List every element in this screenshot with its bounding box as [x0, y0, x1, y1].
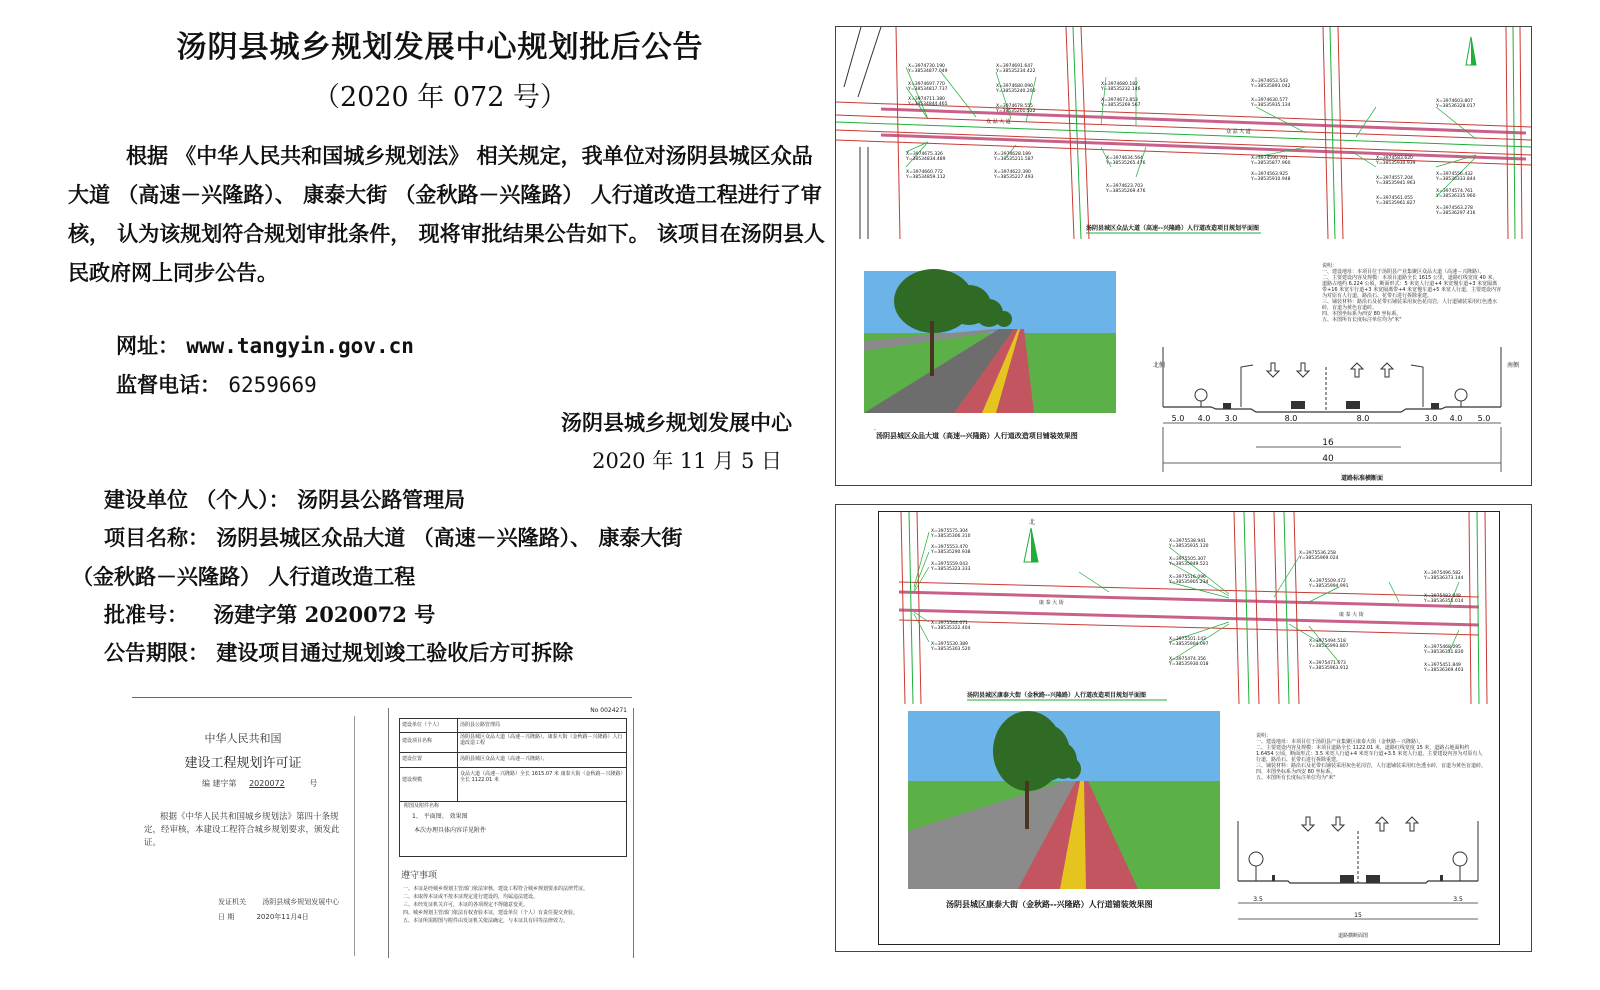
- svg-text:Y=38535930.018: Y=38535930.018: [1169, 662, 1209, 667]
- dim-label: 4.0: [1449, 414, 1463, 423]
- svg-text:X=3974556.432: X=3974556.432: [1436, 172, 1473, 177]
- kangtai-render-caption: 汤阴县城区康泰大街（金秋路--兴隆路）人行道铺装效果图: [946, 900, 1153, 909]
- svg-text:X=3975509.472: X=3975509.472: [1309, 579, 1346, 584]
- svg-text:Y=38536373.144: Y=38536373.144: [1424, 576, 1464, 581]
- dim-16: 16: [1322, 438, 1334, 448]
- svg-text:X=3975471.673: X=3975471.673: [1309, 661, 1346, 666]
- svg-text:Y=38535290.938: Y=38535290.938: [931, 550, 971, 555]
- svg-text:X=3975538.941: X=3975538.941: [1169, 539, 1206, 544]
- svg-text:X=3975530.389: X=3975530.389: [931, 642, 968, 647]
- svg-text:北: 北: [1029, 519, 1036, 526]
- notice-date: 2020 年 11 月 5 日: [592, 449, 782, 473]
- svg-text:X=3974675.326: X=3974675.326: [906, 152, 943, 157]
- zhongpin-cross-section: [1141, 337, 1531, 485]
- certificate-issuer: 发证机关 汤阴县城乡规划发展中心: [218, 898, 340, 906]
- zhongpin-drawing-panel: [835, 26, 1532, 486]
- dim-label: 4.0: [1197, 414, 1211, 423]
- zhongpin-notes: 说明： 一、建设地址：本项目位于汤阴县产业集聚区众品大道（高速－兴隆路）。 二、主要建设内容及规模：本项目道路全长 1615 公里，道路红线宽度 40 米，道路占地约 6.224 公顷，断面形式：5 米宽人行道+4 米宽慢车道+3 米宽隔离带+16 米宽车行道+3 米宽隔离带+4 米宽慢车道+5 米宽人行道，主要建设内容为对原有人行道、路沿石、花带石进行拆除重建。 三、铺装材料：路沿石及花带石铺装采用灰色花岗岩，人行道铺装采用红色透水砖，盲道为黄色盲道砖。 四、本图坐标系为西安 80 坐标系。 五、本图所有长度标注单位均为"米": [1322, 263, 1502, 323]
- svg-text:X=3974603.807: X=3974603.807: [1436, 99, 1473, 104]
- svg-text:Y=38535935.134: Y=38535935.134: [1251, 103, 1291, 108]
- svg-text:Y=38536328.017: Y=38536328.017: [1436, 104, 1476, 109]
- svg-text:Y=38534877.049: Y=38534877.049: [908, 69, 948, 74]
- svg-text:Y=38535322.404: Y=38535322.404: [931, 626, 971, 631]
- svg-text:Y=38535969.024: Y=38535969.024: [1299, 556, 1339, 561]
- certificate-detail-page: [388, 708, 634, 958]
- svg-text:X=3975496.582: X=3975496.582: [1424, 571, 1461, 576]
- kangtai-render-image: [908, 711, 1220, 889]
- table-row: 建设位置 汤阴县城区众品大道（高速－兴隆路）、: [400, 752, 626, 768]
- section-south-label: 南侧: [1507, 362, 1520, 369]
- svg-text:Y=38535269.567: Y=38535269.567: [1101, 103, 1141, 108]
- zhongpin-road-label: 众 品 大 道: [1226, 129, 1251, 135]
- svg-text:Y=38536351.830: Y=38536351.830: [1424, 650, 1464, 655]
- svg-text:X=3974628.189: X=3974628.189: [994, 152, 1031, 157]
- svg-text:X=3974680.090: X=3974680.090: [996, 84, 1033, 89]
- website-row: [116, 330, 414, 360]
- svg-text:Y=38534834.489: Y=38534834.489: [906, 157, 946, 162]
- table-row: 建设规模 众品大道（高速－兴隆路）全长 1615.07 米 康泰大街（金秋路－兴隆路）全长 1122.01 米: [402, 771, 623, 783]
- certificate-number: 编 建字第 2020072 号: [202, 779, 318, 788]
- dim-label: 3.0: [1224, 414, 1238, 423]
- dim-label: 8.0: [1284, 414, 1298, 423]
- issuer: 汤阴县城乡规划发展中心: [561, 410, 792, 435]
- svg-text:X=3974563.925: X=3974563.925: [1251, 172, 1288, 177]
- svg-text:X=3974630.577: X=3974630.577: [1251, 98, 1288, 103]
- builder-value: 汤阴县公路管理局: [297, 487, 466, 512]
- svg-text:-: -: [874, 427, 876, 433]
- dim-label: 3.5: [1253, 896, 1263, 903]
- svg-text:X=3975483.048: X=3975483.048: [1424, 594, 1461, 599]
- section-caption: 道路横断面图: [1338, 933, 1369, 939]
- period-value: 建设项目通过规划竣工验收后方可拆除: [216, 640, 574, 665]
- section-caption: 道路标准横断面: [1341, 475, 1384, 482]
- svg-text:Y=38535240.200: Y=38535240.200: [996, 89, 1036, 94]
- dim-label: 8.0: [1356, 414, 1370, 423]
- zhongpin-plan-view: [836, 27, 1531, 239]
- svg-text:X=3974583.620: X=3974583.620: [1376, 156, 1413, 161]
- certificate-cover-page: [132, 716, 355, 956]
- certificate-notes: 一、本证是经城乡规划主管部门依法审核，建设工程符合城乡规划要求的法律凭证。 二、未取得本证或不按本证规定进行建设的，均属违法建设。 三、未经发证机关许可，本证的各项规定不得随意变更。 四、城乡规划主管部门依法有权查验本证，建设单位（个人）有责任提交查验。 五、本证所需附图与附件由发证机关依法确定，与本证具有同等法律效力。: [403, 886, 589, 924]
- project-line-1: 汤阴县城区众品大道 （高速－兴隆路）、 康泰大街: [216, 525, 683, 550]
- table-row: 建设项目名称 汤阴县城区众品大道（高速－兴隆路）、康泰大街（金秋路－兴隆路）人行道改造工程: [400, 732, 626, 753]
- svg-text:X=3975516.096: X=3975516.096: [1169, 575, 1206, 580]
- svg-text:X=3975575.304: X=3975575.304: [931, 529, 968, 534]
- svg-text:X=3974711.380: X=3974711.380: [908, 97, 945, 102]
- phone-number: 6259669: [228, 373, 317, 397]
- table-row: 建设单位（个人） 汤阴县公路管理局: [400, 719, 626, 733]
- certificate-name: 建设工程规划许可证: [184, 756, 302, 771]
- phone-row: [116, 369, 317, 399]
- website-label: 网址：: [116, 333, 179, 358]
- kangtai-road-label: 康 泰 大 街: [1339, 612, 1364, 618]
- svg-text:X=3974563.278: X=3974563.278: [1436, 206, 1473, 211]
- kangtai-plan-view: [879, 512, 1497, 704]
- svg-text:X=3975544.071: X=3975544.071: [931, 621, 968, 626]
- svg-text:X=3975553.470: X=3975553.470: [931, 545, 968, 550]
- svg-text:X=3974673.853: X=3974673.853: [1101, 98, 1138, 103]
- svg-text:Y=38534844.465: Y=38534844.465: [908, 102, 948, 107]
- svg-text:Y=38535994.991: Y=38535994.991: [1309, 584, 1349, 589]
- certificate-country: 中华人民共和国: [204, 732, 282, 745]
- notice-body: 根据 《中华人民共和国城乡规划法》 相关规定，我单位对汤阴县城区众品大道 （高速－兴隆路）、 康泰大街 （金秋路－兴隆路） 人行道改造工程进行了审核， 认为该规划符合规划审批条件， 现将审批结果公告如下。 该项目在汤阴县人民政府网上同步公告。: [68, 143, 825, 285]
- svg-text:Y=38535234.422: Y=38535234.422: [996, 69, 1036, 74]
- builder-label: 建设单位 （个人）：: [104, 487, 290, 512]
- svg-text:X=3974653.543: X=3974653.543: [1251, 79, 1288, 84]
- svg-text:X=3974660.772: X=3974660.772: [906, 170, 943, 175]
- zhongpin-render-image: [864, 271, 1116, 433]
- notice-title: 汤阴县城乡规划发展中心规划批后公告: [176, 30, 704, 65]
- svg-text:Y=38536355.014: Y=38536355.014: [1424, 599, 1464, 604]
- dim-label: 5.0: [1477, 414, 1491, 423]
- approval-row: [104, 599, 435, 629]
- project-row: [104, 522, 682, 552]
- approval-label: 批准号：: [104, 602, 188, 627]
- svg-text:X=3975451.849: X=3975451.849: [1424, 663, 1461, 668]
- svg-text:Y=38535323.333: Y=38535323.333: [931, 567, 971, 572]
- certificate-body: 根据《中华人民共和国城乡规划法》第四十条规定，经审核，本建设工程符合城乡规划要求，颁发此证。: [144, 812, 340, 848]
- svg-text:Y=38534817.737: Y=38534817.737: [908, 87, 948, 92]
- kangtai-notes: 说明： 一、建设地址：本项目位于汤阴县产业集聚区康泰大街（金秋路－兴隆路）。 二、主要建设内容及规模：本项目道路全长 1122.01 米，道路红线宽度 15 米，道路占地面积约 1.6454 公顷，断面形式：3.5 米宽人行道+4 米宽车行道+3.5 米宽人行道，主要建设内容为对原有人行道、路沿石、花带石进行拆除重建。 三、铺装材料：路沿石及花带石铺装采用灰色花岗岩，人行道铺装采用红色透水砖，盲道为黄色盲道砖。 四、本图坐标系为西安 80 坐标系。 五、本图所有长度标注单位均为"米": [1256, 733, 1487, 781]
- svg-text:Y=38535232.146: Y=38535232.146: [1101, 87, 1141, 92]
- period-row: [104, 637, 573, 667]
- svg-text:Y=38535930.939: Y=38535930.939: [1376, 161, 1416, 166]
- website-link[interactable]: www.tangyin.gov.cn: [186, 334, 414, 358]
- svg-text:X=3975505.307: X=3975505.307: [1169, 557, 1206, 562]
- svg-text:Y=38535893.042: Y=38535893.042: [1251, 84, 1291, 89]
- svg-text:Y=38535269.476: Y=38535269.476: [1106, 189, 1146, 194]
- phone-label: 监督电话：: [116, 372, 221, 397]
- svg-text:X=3975559.043: X=3975559.043: [931, 562, 968, 567]
- period-label: 公告期限：: [104, 640, 209, 665]
- svg-text:Y=38535963.912: Y=38535963.912: [1309, 666, 1349, 671]
- svg-text:Y=38535961.827: Y=38535961.827: [1376, 201, 1416, 206]
- dim-label: 15: [1354, 912, 1362, 919]
- svg-text:X=3975501.143: X=3975501.143: [1169, 637, 1206, 642]
- dim-40: 40: [1322, 454, 1334, 464]
- certificate-table: [399, 718, 627, 802]
- zhongpin-render-caption: 汤阴县城区众品大道（高速--兴隆路）人行道改造项目铺装效果图: [876, 432, 1078, 440]
- svg-text:X=3975474.356: X=3975474.356: [1169, 657, 1206, 662]
- kangtai-cross-section: [1228, 811, 1490, 943]
- svg-text:Y=38536369.403: Y=38536369.403: [1424, 668, 1464, 673]
- svg-text:Y=38535306.310: Y=38535306.310: [931, 534, 971, 539]
- svg-text:X=3974680.182: X=3974680.182: [1101, 82, 1138, 87]
- svg-text:Y=38535201.522: Y=38535201.522: [996, 109, 1036, 114]
- svg-text:Y=38536333.844: Y=38536333.844: [1436, 177, 1476, 182]
- certificate-notes-title: 遵守事项: [401, 871, 438, 881]
- svg-text:Y=38535949.521: Y=38535949.521: [1169, 562, 1209, 567]
- svg-text:X=3974557.204: X=3974557.204: [1376, 176, 1413, 181]
- svg-text:Y=38535941.963: Y=38535941.963: [1376, 181, 1416, 186]
- svg-text:Y=38536297.416: Y=38536297.416: [1436, 211, 1476, 216]
- svg-text:Y=38535993.807: Y=38535993.807: [1309, 644, 1349, 649]
- approval-value: 汤建字第 2020072 号: [213, 602, 436, 627]
- permit-certificate-scan: [132, 697, 632, 960]
- svg-text:X=3974622.390: X=3974622.390: [994, 170, 1031, 175]
- svg-text:X=3975494.518: X=3975494.518: [1309, 639, 1346, 644]
- project-label: 项目名称：: [104, 525, 209, 550]
- kangtai-plan-caption: 汤阴县城区康泰大街（金秋路--兴隆路）人行道改造项目规划平面图: [967, 692, 1146, 699]
- svg-text:Y=38535904.097: Y=38535904.097: [1169, 642, 1209, 647]
- svg-text:Y=38535303.520: Y=38535303.520: [931, 647, 971, 652]
- svg-text:X=3974590.701: X=3974590.701: [1251, 156, 1288, 161]
- svg-text:X=3974574.761: X=3974574.761: [1436, 189, 1473, 194]
- dim-label: 5.0: [1171, 414, 1185, 423]
- svg-text:X=3975536.258: X=3975536.258: [1299, 551, 1336, 556]
- svg-text:Y=38535211.587: Y=38535211.587: [994, 157, 1034, 162]
- dim-label: 3.0: [1424, 414, 1438, 423]
- svg-text:X=3974561.055: X=3974561.055: [1376, 196, 1413, 201]
- svg-text:X=3974678.555: X=3974678.555: [996, 104, 1033, 109]
- table-divider: [457, 719, 458, 801]
- section-north-label: 北侧: [1153, 362, 1166, 369]
- kangtai-road-label: 康 泰 大 街: [1039, 600, 1064, 606]
- svg-text:Y=38535265.476: Y=38535265.476: [1106, 161, 1146, 166]
- certificate-serial: No 0024271: [590, 707, 627, 714]
- notice-number: （2020 年 072 号）: [313, 82, 567, 113]
- svg-text:X=3974691.647: X=3974691.647: [996, 64, 1033, 69]
- svg-text:Y=38535910.948: Y=38535910.948: [1251, 177, 1291, 182]
- zhongpin-plan-caption: 汤阴县城区众品大道（高速--兴隆路）人行道改造项目规划平面图: [1086, 225, 1259, 232]
- svg-text:X=3974634.564: X=3974634.564: [1106, 156, 1143, 161]
- svg-text:Y=38536335.960: Y=38536335.960: [1436, 194, 1476, 199]
- svg-text:Y=38535227.493: Y=38535227.493: [994, 175, 1034, 180]
- project-line-2: （金秋路－兴隆路） 人行道改造工程: [72, 564, 416, 589]
- kangtai-drawing-panel: [835, 504, 1532, 952]
- dim-label: 3.5: [1453, 896, 1463, 903]
- svg-text:Y=38535905.234: Y=38535905.234: [1169, 580, 1209, 585]
- svg-text:Y=38535935.130: Y=38535935.130: [1169, 544, 1209, 549]
- svg-text:X=3974730.190: X=3974730.190: [908, 64, 945, 69]
- zhongpin-road-label: 众 品 大 道: [986, 119, 1011, 125]
- svg-text:Y=38534859.112: Y=38534859.112: [906, 175, 946, 180]
- svg-text:X=3974623.703: X=3974623.703: [1106, 184, 1143, 189]
- svg-text:Y=38535877.960: Y=38535877.960: [1251, 161, 1291, 166]
- builder-row: [104, 484, 465, 514]
- certificate-attachments: 附图及附件名称 1、 平面图、 效果图 本次办理具体内容详见附件: [399, 800, 627, 857]
- certificate-date: 日 期 2020年11月4日: [218, 913, 309, 921]
- svg-text:X=3975468.095: X=3975468.095: [1424, 645, 1461, 650]
- svg-text:X=3974697.770: X=3974697.770: [908, 82, 945, 87]
